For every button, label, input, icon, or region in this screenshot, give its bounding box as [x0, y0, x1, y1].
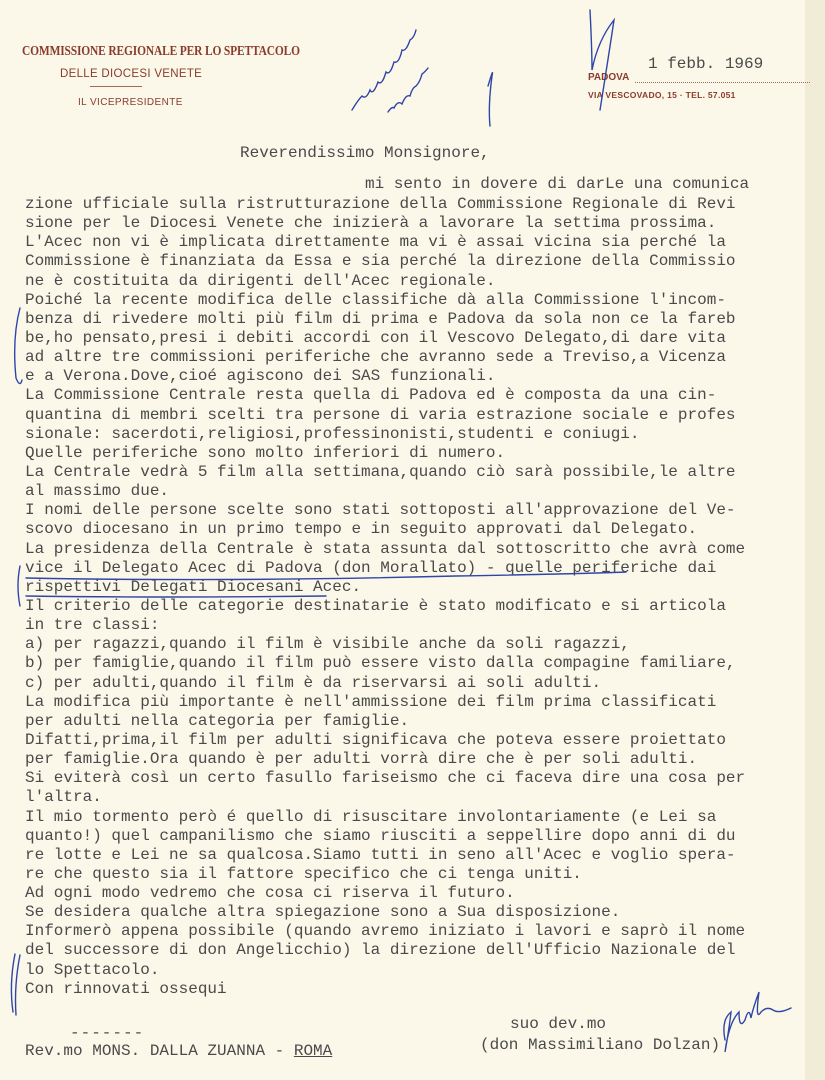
body-line: be,ho pensato,presi i debiti accordi con il Vescovo Delegato,di dare vita [25, 328, 726, 347]
signatory: (don Massimiliano Dolzan) [480, 1036, 721, 1054]
body-line: scovo diocesano in un primo tempo e in seguito approvati dal Delegato. [25, 520, 698, 539]
body-line: Poiché la recente modifica delle classifiche dà alla Commissione l'incom- [25, 290, 726, 309]
underline-presidenza [26, 572, 626, 580]
opening-line: mi sento in dovere di darLe una comunica [365, 175, 750, 193]
body-line: al massimo due. [25, 482, 170, 501]
recipient-name: Rev.mo MONS. DALLA ZUANNA - [25, 1042, 294, 1060]
body-line: per adulti nella categoria per famiglie. [25, 711, 410, 730]
body-line: Il criterio delle categorie destinatarie è stato modificato e si articola [25, 596, 726, 615]
body-line: I nomi delle persone scelte sono stati sottoposti all'approvazione del Ve- [25, 501, 736, 520]
underline-vice [26, 596, 326, 597]
body-line: quantina di membri scelti tra persone di varia estrazione sociale e profes [25, 405, 736, 424]
handwritten-note [352, 30, 416, 110]
salutation: Reverendissimo Monsignore, [240, 144, 490, 162]
separator: ------- [70, 1024, 145, 1042]
body-line: l'altra. [25, 788, 102, 807]
body-line: lo Spettacolo. [25, 960, 160, 979]
letterhead-city: PADOVA [588, 72, 630, 83]
recipient-city: ROMA [293, 1042, 333, 1060]
body-line: benza di rivedere molti più film di prima e Padova da sola non ce la fareb [25, 309, 736, 328]
body-line: sione per le Diocesi Venete che inizierà a lavorare la settima prossima. [25, 214, 717, 233]
body-line: rispettivi Delegati Diocesani Acec. [25, 577, 362, 596]
body-line: quanto!) quel campanilismo che siamo riusciti a seppellire dopo anni di du [25, 826, 736, 845]
body-line: re che questo sia il fattore specifico che ci tenga uniti. [25, 864, 582, 883]
letterhead-title: COMMISSIONE REGIONALE PER LO SPETTACOLO [22, 44, 300, 59]
body-line: Informerò appena possibile (quando avremo iniziato i lavori e saprò il nome [25, 922, 746, 941]
handwritten-mark [488, 73, 493, 126]
body-line: Si eviterà così un certo fasullo fariseismo che ci faceva dire una cosa per [25, 769, 746, 788]
body-line: vice il Delegato Acec di Padova (don Morallato) - quelle periferiche dai [25, 558, 717, 577]
body-line: in tre classi: [25, 616, 160, 635]
body-line: La Commissione Centrale resta quella di Padova ed è composta da una cin- [25, 386, 717, 405]
body-line: Ad ogni modo vedremo che cosa ci riserva il futuro. [25, 884, 515, 903]
body-line: Con rinnovati ossequi [25, 979, 227, 998]
body-line: L'Acec non vi è implicata direttamente ma vi è assai vicina sia perché la [25, 233, 726, 252]
letterhead-subtitle: DELLE DIOCESI VENETE [60, 68, 203, 80]
letterhead-address: VIA VESCOVADO, 15 · TEL. 57.051 [588, 90, 736, 100]
signature [724, 992, 791, 1052]
body-line: Quelle periferiche sono molto inferiori di numero. [25, 443, 506, 462]
handwritten-note-2 [388, 68, 428, 112]
letter-date: 1 febb. 1969 [648, 55, 764, 73]
margin-bracket [15, 308, 22, 384]
body-line: Difatti,prima,il film per adulti significava che poteva essere proiettato [25, 730, 726, 749]
body-line: Se desidera qualche altra spiegazione sono a Sua disposizione. [25, 903, 621, 922]
closing: suo dev.mo [510, 1015, 607, 1033]
body-line: zione ufficiale sulla ristrutturazione della Commissione Regionale di Revi [25, 195, 736, 213]
body-line: e a Verona.Dove,cioé agiscono dei SAS funzionali. [25, 367, 496, 386]
margin-bracket-2 [18, 566, 20, 606]
body-line: La presidenza della Centrale è stata assunta dal sottoscritto che avrà come [25, 539, 746, 558]
body-line: La Centrale vedrà 5 film alla settimana,quando ciò sarà possibile,le altre [25, 462, 736, 481]
body-line: sionale: sacerdoti,religiosi,professinonisti,studenti e coniugi. [25, 424, 640, 443]
handwritten-stroke [590, 10, 614, 110]
margin-bracket-3 [11, 954, 20, 1015]
body-line: Il mio tormento però é quello di risuscitare involontariamente (e Lei sa [25, 807, 717, 826]
body-line: per famiglie.Ora quando è per adulti vorrà dire che è per soli adulti. [25, 750, 698, 769]
body-line: Commissione è finanziata da Essa e sia perché la direzione della Commissio [25, 252, 736, 271]
body-line: ad altre tre commissioni periferiche che avranno sede a Treviso,a Vicenza [25, 348, 726, 367]
body-line: re lotte e Lei ne sa qualcosa.Siamo tutti in seno all'Acec e voglio spera- [25, 845, 736, 864]
body-line: del successore di don Angelicchio) la direzione dell'Ufficio Nazionale del [25, 941, 736, 960]
body-line: La modifica più importante è nell'ammissione dei film prima classificati [25, 692, 717, 711]
body-line: ne è costituita da dirigenti dell'Acec regionale. [25, 271, 496, 290]
body-line: c) per adulti,quando il film è da riservarsi ai soli adulti. [25, 673, 602, 692]
letterhead-role: IL VICEPRESIDENTE [78, 97, 183, 108]
body-line: a) per ragazzi,quando il film è visibile anche da soli ragazzi, [25, 635, 630, 654]
body-line: b) per famiglie,quando il film può essere visto dalla compagine familiare, [25, 654, 736, 673]
